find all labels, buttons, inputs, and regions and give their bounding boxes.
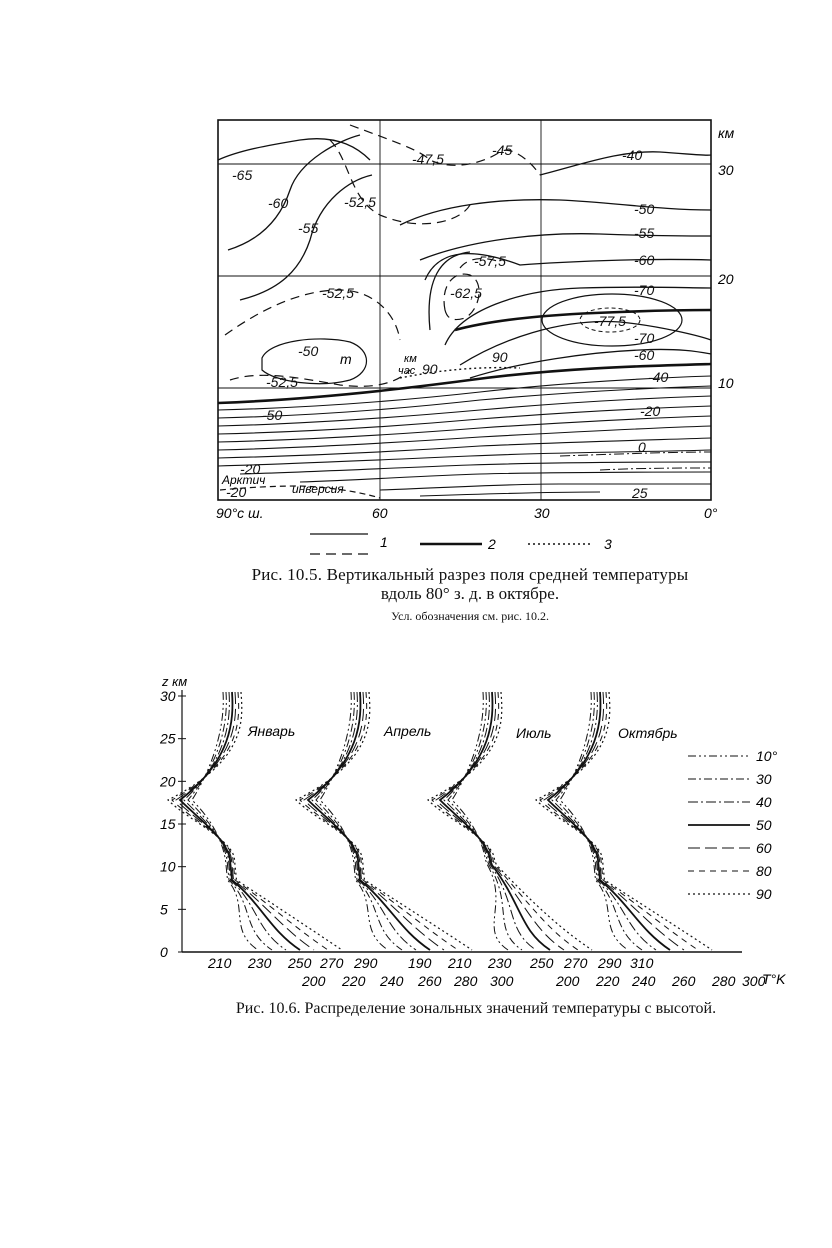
x-tick: 270 (320, 955, 344, 971)
unit-km: км (718, 125, 735, 141)
panel-labels (247, 723, 678, 741)
x-tick: 0° (704, 505, 718, 521)
warm-cell-label: т (340, 351, 352, 367)
isotherm-label: -57,5 (474, 253, 506, 269)
isotherm-label: -20 (226, 484, 247, 500)
isotherm-label: -77,5 (594, 313, 626, 329)
isotherm-label: -65 (232, 167, 253, 183)
x-tick: 30 (534, 505, 550, 521)
isotherm-label: -60 (634, 347, 655, 363)
x-tick: 250 (288, 955, 312, 971)
panel-label-july: Июль (516, 725, 552, 741)
x-tick-row2 (301, 973, 766, 989)
inversion-label: инверсия (292, 482, 344, 496)
y-tick: 0 (160, 944, 168, 960)
isotherm-label: -20 (640, 403, 661, 419)
legend-label: 80 (756, 863, 772, 879)
x-tick: 230 (488, 955, 512, 971)
figure-10-5-note: Усл. обозначения см. рис. 10.2. (391, 609, 549, 623)
x-tick: 190 (408, 955, 432, 971)
isotherm-label: -52,5 (344, 194, 376, 210)
x-tick: 310 (630, 955, 654, 971)
x-tick: 220 (342, 973, 366, 989)
isotherm-label: -40 (648, 369, 669, 385)
isotherm-label: -50 (262, 407, 283, 423)
legend-label: 1 (380, 534, 388, 550)
figure-10-5-caption-line2: вдоль 80° з. д. в октябре. (380, 584, 560, 603)
figure-10-5-caption-line1: Рис. 10.5. Вертикальный разрез поля средней температуры (251, 565, 689, 584)
isotherm-label: -62,5 (450, 285, 482, 301)
isotherm-label: -50 (298, 343, 319, 359)
isotherm-label: -60 (634, 252, 655, 268)
km-per-hour-label: км (404, 353, 417, 365)
legend-label: 90 (756, 886, 772, 902)
panel-label-october: Октябрь (618, 725, 678, 741)
isotherm-label: -45 (492, 142, 513, 158)
y-tick: 30 (718, 162, 734, 178)
x-tick: 220 (596, 973, 620, 989)
x-tick: 290 (354, 955, 378, 971)
x-tick: 250 (530, 955, 554, 971)
isotherm-label: -47,5 (412, 151, 444, 167)
y-tick: 20 (718, 271, 734, 287)
y-tick: 15 (160, 816, 176, 832)
isotherm-label: 90 (422, 361, 438, 377)
legend-label: 40 (756, 794, 772, 810)
y-tick: 5 (160, 901, 168, 918)
x-tick: 210 (208, 955, 232, 971)
x-tick: 280 (454, 973, 478, 989)
isotherm-label: -55 (634, 225, 655, 241)
x-tick: 290 (598, 955, 622, 971)
y-tick: 10 (718, 375, 734, 391)
km-per-hour-label-2: час (398, 365, 416, 377)
isotherm-label: -40 (622, 147, 643, 163)
y-tick: 10 (160, 858, 176, 875)
x-unit-label: T°K (762, 971, 786, 987)
arctic-label: Арктич (222, 473, 266, 487)
legend-label: 10° (756, 748, 778, 764)
x-tick: 240 (632, 973, 656, 989)
x-tick: 240 (380, 973, 404, 989)
isotherm-label: -50 (634, 201, 655, 217)
legend-label: 60 (756, 840, 772, 856)
legend-label: 50 (756, 817, 772, 833)
x-tick: 210 (448, 955, 472, 971)
isotherm-label: -70 (634, 330, 655, 346)
x-tick: 60 (372, 505, 388, 521)
figure-10-6-caption: Рис. 10.6. Распределение зональных значений температуры с высотой. (235, 1000, 717, 1017)
isotherm-label: 90 (492, 349, 508, 365)
x-tick: 200 (556, 973, 580, 989)
x-tick: 300 (742, 973, 766, 989)
isotherm-label: -60 (268, 195, 289, 211)
y-axis-label: z км (162, 674, 188, 689)
legend-label: 2 (488, 536, 496, 552)
isotherm-label: -52,5 (322, 285, 354, 301)
profile-curve (432, 692, 578, 950)
x-tick: 260 (672, 973, 696, 989)
isotherm-label: -55 (298, 220, 319, 236)
x-tick: 300 (490, 973, 514, 989)
isotherm-label: 25 (632, 485, 648, 501)
isotherm-label: 0 (638, 439, 646, 455)
y-tick: 30 (160, 688, 176, 704)
x-tick: 270 (564, 955, 588, 971)
x-tick: 280 (712, 973, 736, 989)
isotherm-label: -70 (634, 282, 655, 298)
isotherm-label: -52,5 (266, 374, 298, 390)
y-tick: 20 (160, 773, 176, 790)
y-tick: 25 (160, 730, 176, 747)
x-tick: 200 (302, 973, 326, 989)
legend-fig2 (688, 748, 778, 902)
x-tick-row1 (207, 955, 654, 971)
x-tick: 230 (248, 955, 272, 971)
legend-label: 30 (756, 771, 772, 787)
panel-label-april: Апрель (384, 723, 432, 739)
x-tick: 90°с ш. (216, 505, 264, 521)
x-tick: 260 (418, 973, 442, 989)
isotherm-label: -20 (240, 461, 261, 477)
legend-label: 3 (604, 536, 612, 552)
panel-label-january: Январь (248, 723, 296, 739)
